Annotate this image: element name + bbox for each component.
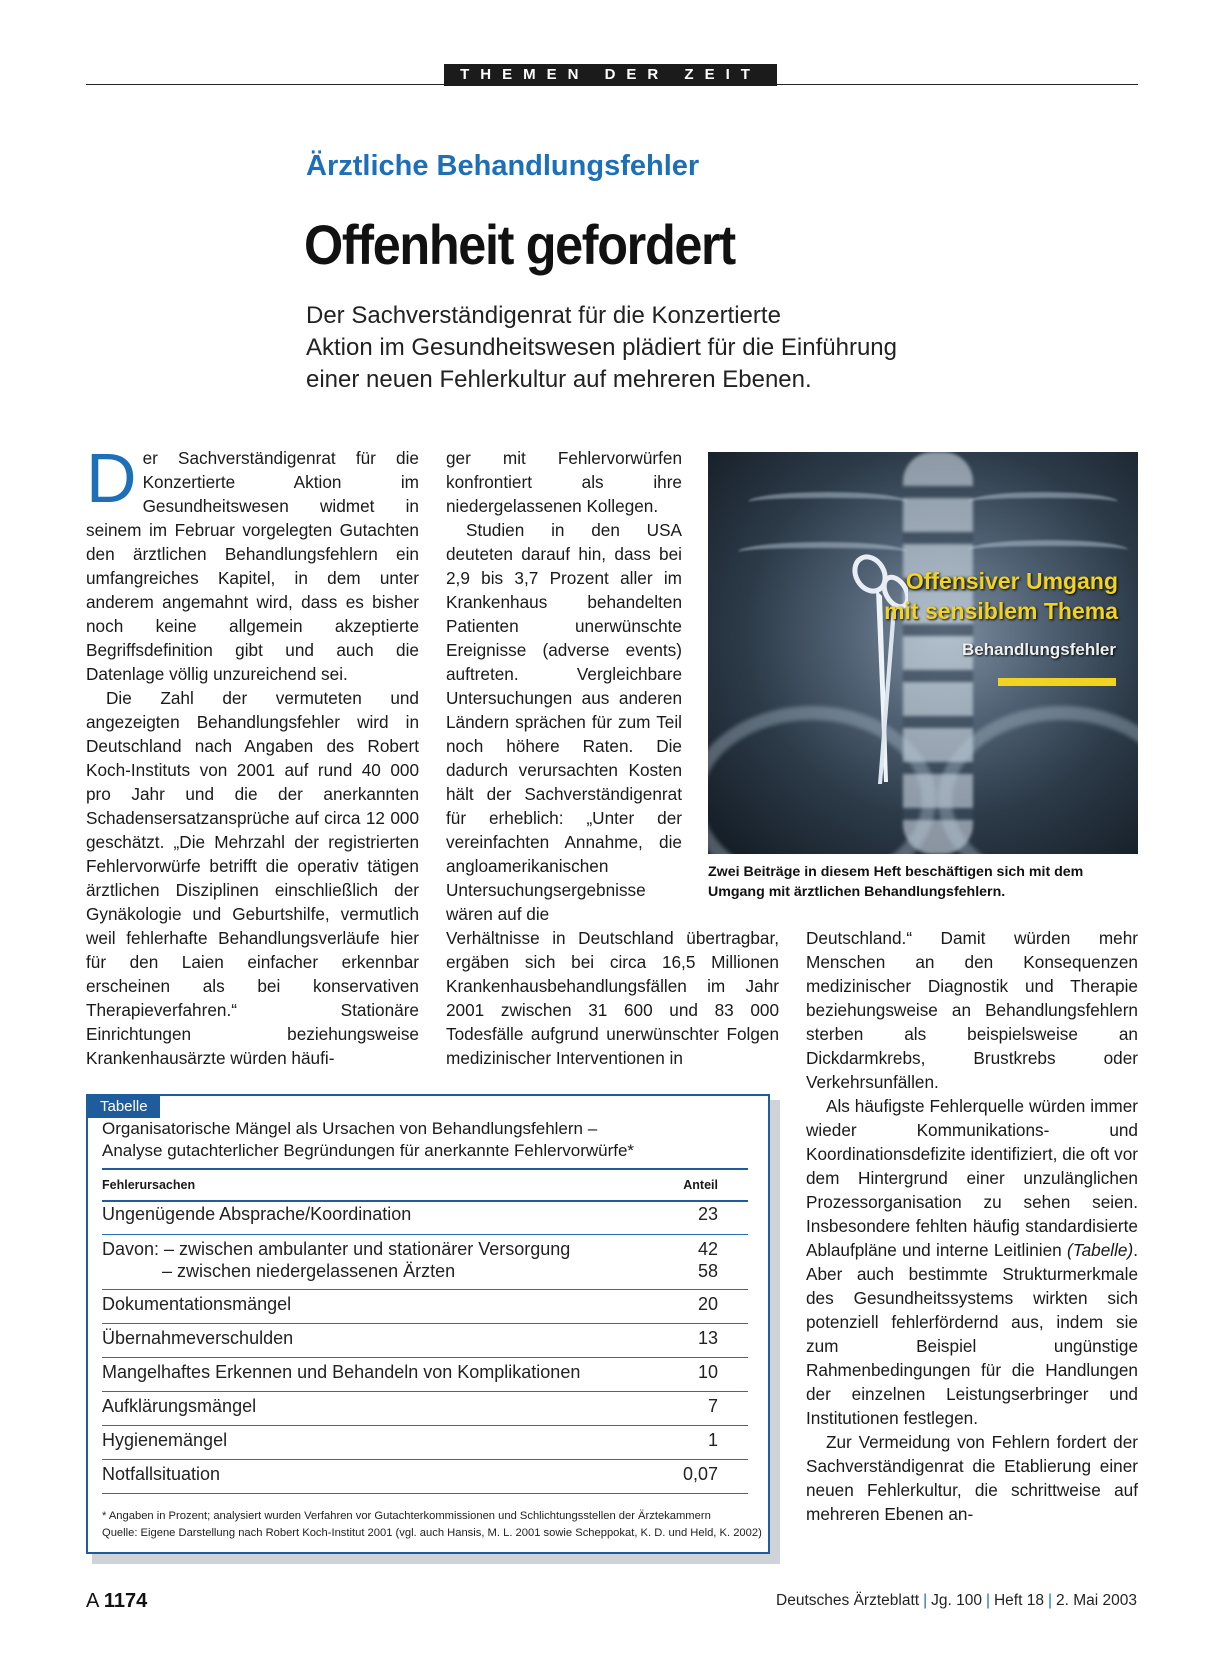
page-number: [86, 1590, 147, 1613]
body-paragraph: [86, 439, 419, 686]
table-row: [102, 1200, 748, 1235]
table-row: [102, 1324, 748, 1358]
row-value: 0,07: [682, 1464, 718, 1484]
row-label: Mangelhaftes Erkennen und Behandeln von Komplikationen: [102, 1362, 581, 1382]
journal-volume: Jg. 100: [931, 1592, 982, 1609]
body-column-3: [806, 926, 1138, 1526]
body-paragraph: Studien in den USA deuteten darauf hin, dass bei 2,9 bis 3,7 Prozent aller im Krankenhaus behandelten Patienten unerwünschte Ereignisse (adverse events) auftreten. Vergleichbare Untersuchungen aus anderen Ländern sprächen für zum Teil noch höhere Raten. Die dadurch verursachten Kosten hält der Sachverständigenrat für erheblich: „Unter der vereinfachten Annahme, die angloamerikanischen Untersuchungsergebnisse wären auf die: [446, 520, 682, 924]
row-label: Notfallsituation: [102, 1464, 221, 1484]
rib-shape: [748, 492, 908, 512]
body-paragraph: Deutschland.“ Damit würden mehr Menschen an den Konsequenzen medizinischer Diagnostik und Therapie beziehungsweise an Behandlungsfehlern sterben als beispielsweise an Dickdarmkrebs, Brustkrebs oder Verkehrsunfällen.: [806, 928, 1138, 1092]
scissors-icon: [848, 552, 908, 792]
table-header: [102, 1168, 748, 1202]
footnote-line: * Angaben in Prozent; analysiert wurden Verfahren vor Gutachterkommissionen und Schlichtungsstellen der Ärztekammern: [102, 1510, 711, 1522]
body-paragraph: Die Zahl der vermuteten und angezeigten Behandlungsfehler wird in Deutschland nach Angaben des Robert Koch-Instituts von 2001 auf rund 40 000 pro Jahr und die der anerkannten Schadensersatzansprüche auf circa 12 000 geschätzt. „Die Mehrzahl der registrierten Fehlervorwürfe betrifft die operativ tätigen ärztlichen Disziplinen einschließlich der Gynäkologie und Geburtshilfe, vermutlich weil fehlerhafte Behandlungsverläufe hier für den Laien einfacher erkennbar erscheinen als bei konservativen Therapieverfahren.“ Stationäre Einrichtungen beziehungsweise Krankenhausärzte würden häufi-: [86, 688, 419, 1068]
row-sublabel: – zwischen niedergelassenen Ärzten: [162, 1261, 456, 1281]
table-body: [102, 1200, 748, 1494]
paragraph-text: er Sachverständigenrat für die Konzertierte Aktion im Gesundheitswesen widmet in seinem im Februar vorgelegten Gutachten den ärztlichen Behandlungsfehlern ein umfangreiches Kapitel, in dem unter anderem angemahnt wird, dass es bisher noch keine allgemein akzeptierte Begriffsdefinition gibt und auch die Datenlage völlig unzureichend sei.: [86, 448, 419, 684]
table-row: [102, 1358, 748, 1392]
article-kicker: Ärztliche Behandlungsfehler: [306, 150, 700, 182]
paragraph-text: Als häufigste Fehlerquelle würden immer wieder Kommunikations- und Koordinationsdefizite identifiziert, die oft vor dem Hintergrund einer unzulänglichen Prozessorganisation zu sehen seien. Insbesondere fehlten häufig standardisierte Ablaufpläne und interne Leitlinien: [806, 1096, 1138, 1260]
lead-line: einer neuen Fehlerkultur auf mehreren Ebenen.: [306, 366, 812, 393]
photo-caption: Zwei Beiträge in diesem Heft beschäftigen sich mit dem Umgang mit ärztlichen Behandlungsfehlern.: [708, 864, 1084, 900]
photo-accent-bar: [998, 678, 1116, 686]
data-table: [86, 1094, 770, 1554]
rib-shape: [968, 540, 1128, 560]
column-header-share: Anteil: [683, 1178, 718, 1192]
drop-cap: D: [86, 439, 137, 517]
rib-shape: [968, 492, 1118, 512]
table-title-line: Analyse gutachterlicher Begründungen für anerkannte Fehlervorwürfe*: [102, 1141, 635, 1160]
body-column-2-continued: [446, 926, 779, 1070]
body-column-1: [86, 439, 419, 1070]
row-subvalue: 58: [697, 1261, 718, 1281]
row-value: 7: [707, 1396, 718, 1416]
body-column-2: [446, 446, 682, 926]
row-value: 20: [697, 1294, 718, 1314]
journal-footer: Deutsches Ärzteblatt | Jg. 100 | Heft 18 | 2. Mai 2003: [776, 1592, 1137, 1609]
body-paragraph: [806, 1094, 1138, 1430]
lead-line: Aktion im Gesundheitswesen plädiert für die Einführung: [306, 334, 897, 361]
table-tag: Tabelle: [88, 1096, 160, 1118]
row-value: 10: [697, 1362, 718, 1382]
journal-issue: Heft 18: [993, 1592, 1044, 1609]
table-footnote: [102, 1508, 762, 1542]
row-value: 42: [697, 1239, 718, 1259]
row-label: Davon: – zwischen ambulanter und stationärer Versorgung: [102, 1239, 571, 1259]
row-value: 13: [697, 1328, 718, 1348]
row-value: 1: [707, 1430, 718, 1450]
footnote-line: Quelle: Eigene Darstellung nach Robert Koch-Institut 2001 (vgl. auch Hansis, M. L. 2001 sowie Scheppokat, K. D. und Held, K. 2002): [102, 1527, 762, 1539]
body-paragraph: Zur Vermeidung von Fehlern fordert der Sachverständigenrat die Etablierung einer neuen Fehlerkultur, die schrittweise auf mehreren Ebenen an-: [806, 1432, 1138, 1524]
column-header-cause: Fehlerursachen: [102, 1178, 196, 1192]
xray-photo: [708, 452, 1138, 854]
paragraph-text: . Aber auch bestimmte Strukturmerkmale des Gesundheitssystems wirkten sich potenziell fehlerfördernd aus, indem sie zum Beispiel ungünstige Rahmenbedingungen für die Handlungen der einzelnen Leistungserbringer und Institutionen festlegen.: [806, 1240, 1138, 1428]
journal-date: 2. Mai 2003: [1056, 1592, 1137, 1609]
row-label: Übernahmeverschulden: [102, 1328, 294, 1348]
page-number-value: 1174: [103, 1590, 148, 1612]
table-title: [102, 1118, 634, 1162]
lead-line: Der Sachverständigenrat für die Konzertierte: [306, 302, 781, 329]
photo-headline-line2: mit sensiblem Thema: [884, 598, 1118, 624]
row-value: 23: [697, 1204, 718, 1224]
running-head: THEMEN DER ZEIT: [444, 64, 777, 86]
article-lead: [306, 300, 966, 396]
journal-name: Deutsches Ärzteblatt: [776, 1592, 920, 1609]
table-title-line: Organisatorische Mängel als Ursachen von Behandlungsfehlern –: [102, 1119, 598, 1138]
table-reference: (Tabelle): [1066, 1240, 1134, 1260]
table-row: [102, 1426, 748, 1460]
photo-subtitle: Behandlungsfehler: [962, 640, 1116, 659]
photo-headline-line1: Offensiver Umgang: [905, 568, 1118, 594]
body-paragraph: Verhältnisse in Deutschland übertragbar, ergäben sich bei circa 16,5 Millionen Krankenhausbehandlungsfällen im Jahr 2001 zwischen 31 600 und 83 000 Todesfälle aufgrund unerwünschter Folgen medizinischer Interventionen in: [446, 928, 779, 1068]
article-title: Offenheit gefordert: [304, 213, 735, 276]
table-row: [102, 1290, 748, 1324]
row-label: Ungenügende Absprache/Koordination: [102, 1204, 412, 1224]
table-row: [102, 1460, 748, 1494]
table-row: [102, 1235, 748, 1290]
row-label: Dokumentationsmängel: [102, 1294, 292, 1314]
body-paragraph: ger mit Fehlervorwürfen konfrontiert als ihre niedergelassenen Kollegen.: [446, 448, 682, 516]
row-label: Aufklärungsmängel: [102, 1396, 257, 1416]
table-row: [102, 1392, 748, 1426]
row-label: Hygienemängel: [102, 1430, 228, 1450]
page-prefix: A: [86, 1590, 99, 1612]
